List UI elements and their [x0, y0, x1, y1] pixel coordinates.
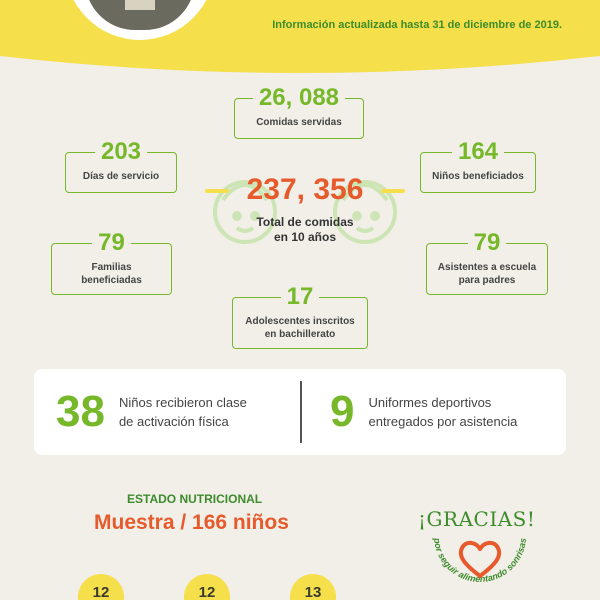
stat-value: 26, 088 — [253, 84, 345, 112]
stat-children — [420, 138, 536, 193]
stat-value: 164 — [452, 138, 504, 166]
stat-value: 79 — [92, 229, 131, 257]
stat-value: 203 — [95, 138, 147, 166]
stat-label-line1: Familias — [91, 262, 132, 273]
activity-uniforms — [330, 369, 517, 455]
activity-text — [119, 393, 247, 431]
thanks-title: ¡GRACIAS! — [418, 507, 536, 531]
total-value: 237, 356 — [246, 173, 364, 206]
nutrition-bubble: 12 — [78, 574, 124, 600]
activity-value: 9 — [330, 387, 355, 436]
update-note: Información actualizada hasta 31 de diciembre de 2019. — [272, 19, 562, 31]
stat-meals-served — [234, 84, 364, 139]
stat-label-line2: beneficiadas — [81, 275, 142, 286]
total-meals — [205, 160, 405, 260]
card-divider — [300, 381, 302, 443]
stat-value: 79 — [468, 229, 507, 257]
activity-value: 38 — [56, 387, 105, 436]
stat-label: Niños beneficiados — [432, 171, 524, 182]
stat-teens — [232, 283, 368, 349]
nutrition-sample: Muestra / 166 niños — [94, 511, 289, 534]
heart-icon — [461, 543, 499, 576]
activity-line1: Niños recibieron clase — [118, 395, 247, 410]
stat-label-line2: en bachillerato — [264, 329, 336, 340]
nutrition-bubble: 13 — [290, 574, 336, 600]
stat-value: 17 — [281, 283, 320, 311]
total-label-line2: en 10 años — [273, 230, 337, 244]
stat-label-line2: para padres — [458, 275, 516, 286]
stat-school-parents — [426, 229, 548, 295]
activity-text — [368, 393, 517, 431]
activities-card — [34, 369, 566, 455]
photo-figure — [85, 0, 195, 30]
nutrition-bubble: 12 — [184, 574, 230, 600]
nutrition-title: ESTADO NUTRICIONAL — [127, 492, 263, 506]
total-label — [205, 215, 405, 245]
thanks-arc-text: por seguir alimentando sonrisas — [431, 537, 528, 585]
activity-line2: entregados por asistencia — [368, 414, 518, 429]
thanks-badge — [420, 530, 540, 600]
activity-line2: de activación física — [118, 414, 229, 429]
stat-label: Días de servicio — [82, 171, 160, 182]
header-wave — [0, 50, 600, 80]
activity-line1: Uniformes deportivos — [368, 395, 492, 410]
stat-service-days — [65, 138, 177, 193]
stat-label-line1: Asistentes a escuela — [437, 262, 537, 273]
activity-physical — [56, 369, 247, 455]
total-label-line1: Total de comidas — [256, 215, 354, 229]
stat-label: Comidas servidas — [256, 117, 342, 128]
stat-label-line1: Adolescentes inscritos — [245, 316, 355, 327]
stat-families — [51, 229, 172, 295]
